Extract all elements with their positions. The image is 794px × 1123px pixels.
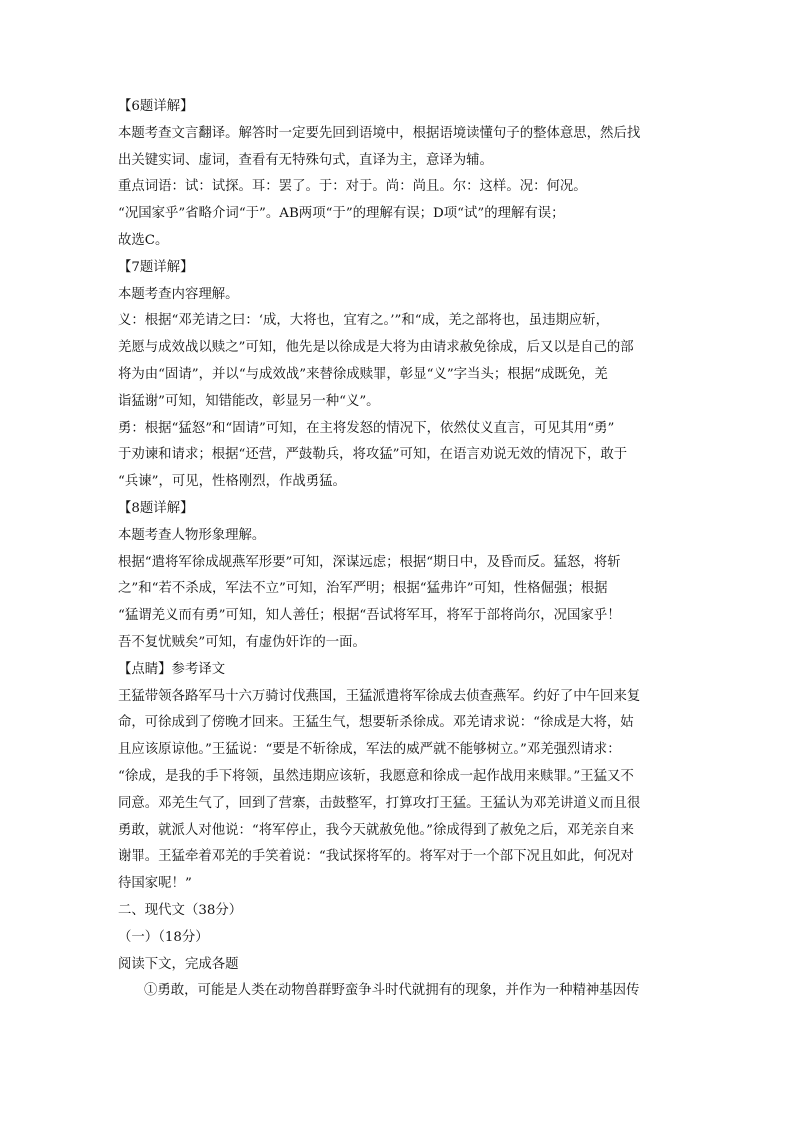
text-line: 王猛带领各路军马十六万骑讨伐燕国，王猛派遣将军徐成去侦查燕军。约好了中午回来复 bbox=[118, 688, 641, 704]
text-line: 羌愿与成效战以赎之”可知，他先是以徐成是大将为由请求赦免徐成，后又以是自己的部 bbox=[118, 340, 634, 356]
passage-paragraph-1: ①勇敢，可能是人类在动物兽群野蛮争斗时代就拥有的现象，并作为一种精神基因传 bbox=[144, 983, 640, 999]
text-line: 故选C。 bbox=[118, 232, 169, 248]
text-line: “猛谓羌义而有勇”可知，知人善任；根据“吾试将军耳，将军于部将尚尔，况国家乎！ bbox=[118, 608, 621, 624]
heading-q6: 【6题详解】 bbox=[118, 99, 194, 114]
section-heading-modern-text: 二、现代文（38分） bbox=[118, 902, 243, 918]
text-line: 勇敢，就派人对他说：“将军停止，我今天就赦免他。”徐成得到了赦免之后，邓羌亲自来 bbox=[118, 822, 634, 838]
text-line: 于劝谏和请求；根据“还营，严鼓勒兵，将攻猛”可知，在语言劝说无效的情况下，敢于 bbox=[118, 447, 628, 463]
text-line: 本题考查文言翻译。解答时一定要先回到语境中，根据语境读懂句子的整体意思，然后找 bbox=[118, 125, 641, 141]
text-line: 重点词语：试：试探。耳：罢了。于：对于。尚：尚且。尔：这样。况：何况。 bbox=[118, 179, 587, 195]
text-line: 命，可徐成到了傍晚才回来。王猛生气，想要斩杀徐成。邓羌请求说：“徐成是大将，姑 bbox=[118, 715, 634, 731]
text-line: 义：根据“邓羌请之曰：‘成，大将也，宜宥之。’”和“成，羌之部将也，虽违期应斩， bbox=[118, 313, 610, 329]
text-line: 将为由“固请”，并以“与成效战”来替徐成赎罪，彰显“义”字当头；根据“成既免，羌 bbox=[118, 366, 608, 382]
instruction-line: 阅读下文，完成各题 bbox=[118, 956, 239, 972]
document-page bbox=[118, 94, 678, 1005]
text-line: 吾不复忧贼矣”可知，有虚伪奸诈的一面。 bbox=[118, 634, 366, 650]
heading-q7: 【7题详解】 bbox=[118, 259, 194, 275]
text-line: 待国家呢！” bbox=[118, 876, 192, 892]
text-line: 出关键实词、虚词，查看有无特殊句式，直译为主，意译为辅。 bbox=[118, 152, 493, 168]
text-line: 同意。邓羌生气了，回到了营寨，击鼓整军，打算攻打王猛。王猛认为邓羌讲道义而且很 bbox=[118, 795, 641, 811]
text-line: 之”和“若不杀成，军法不立”可知，治军严明；根据“猛弗许”可知，性格倔强；根据 bbox=[118, 581, 608, 597]
text-line: 且应该原谅他。”王猛说：“要是不斩徐成，军法的威严就不能够树立。”邓羌强烈请求： bbox=[118, 742, 621, 758]
text-line: 谢罪。王猛牵着邓羌的手笑着说：“我试探将军的。将军对于一个部下况且如此，何况对 bbox=[118, 849, 634, 865]
text-line: “徐成，是我的手下将领，虽然违期应该斩，我愿意和徐成一起作战用来赎罪。”王猛又不 bbox=[118, 768, 634, 784]
subsection-heading: （一）（18分） bbox=[118, 929, 209, 945]
text-line: 本题考查人物形象理解。 bbox=[118, 527, 266, 543]
text-line: “况国家乎”省略介词“于”。AB两项“于”的理解有误；D项“试”的理解有误； bbox=[118, 206, 565, 222]
text-line: 诣猛谢”可知，知错能改，彰显另一种“义”。 bbox=[118, 393, 380, 409]
text-line: 本题考查内容理解。 bbox=[118, 286, 239, 302]
heading-reference-translation: 【点睛】参考译文 bbox=[118, 661, 226, 677]
text-line: 勇：根据“猛怒”和“固请”可知，在主将发怒的情况下，依然仗义直言，可见其用“勇” bbox=[118, 420, 615, 436]
heading-q8: 【8题详解】 bbox=[118, 500, 194, 516]
text-line: 根据“遣将军徐成觇燕军形要”可知，深谋远虑；根据“期日中，及昏而反。猛怒，将斩 bbox=[118, 554, 621, 570]
text-line: “兵谏”，可见，性格刚烈，作战勇猛。 bbox=[118, 474, 346, 490]
